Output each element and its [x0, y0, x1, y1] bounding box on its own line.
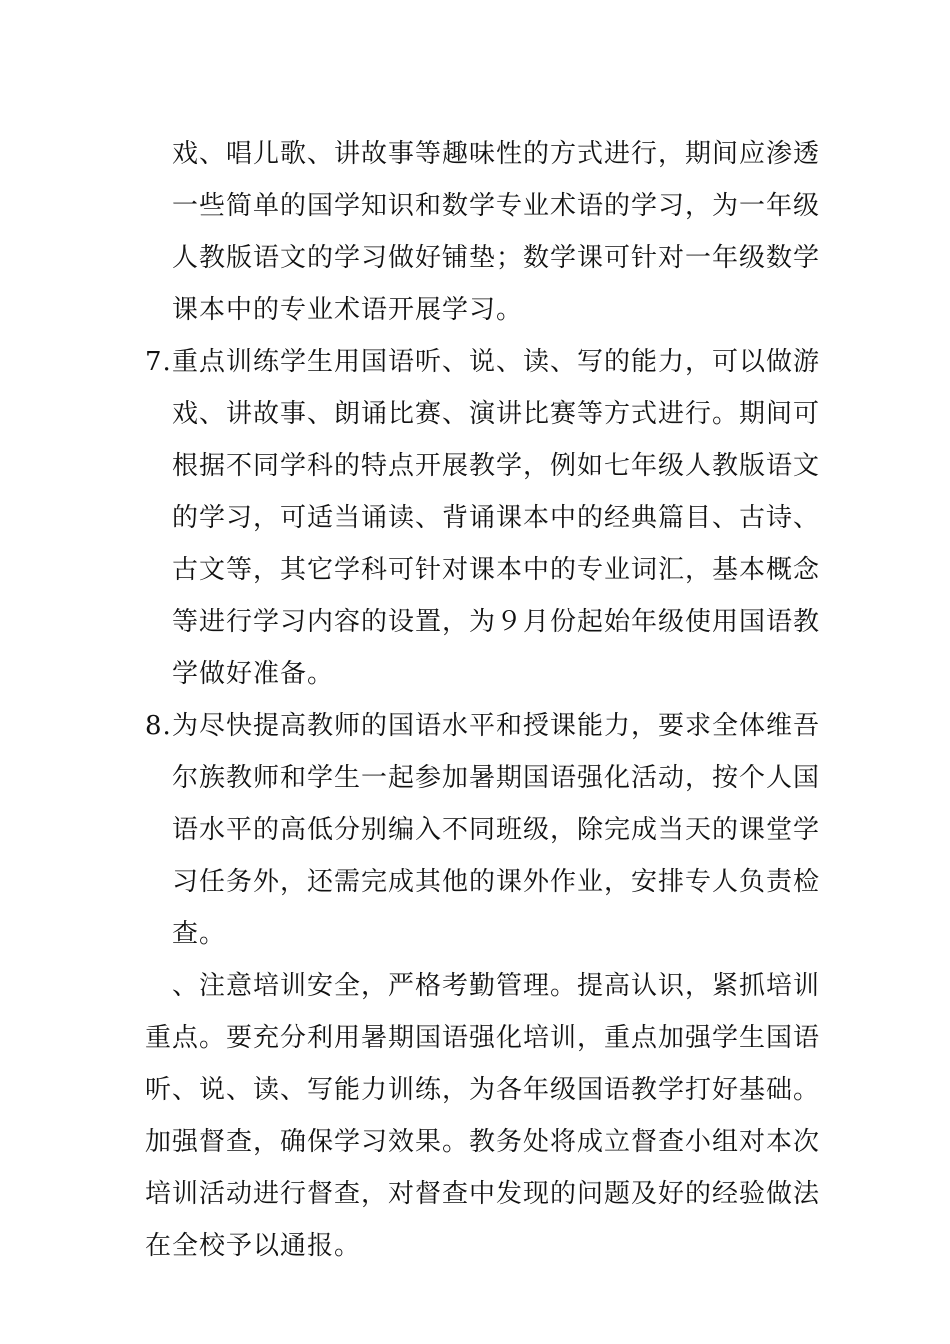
item7-line-1: 重点训练学生用国语听、说、读、写的能力，可以做游 [172, 347, 821, 377]
item6-line-1: 戏、唱儿歌、讲故事等趣味性的方式进行，期间应渗透 [172, 139, 821, 169]
closing-line-5: 培训活动进行督查，对督查中发现的问题及好的经验做法 [145, 1179, 821, 1209]
closing-line-3: 听、说、读、写能力训练，为各年级国语教学打好基础。 [145, 1075, 821, 1105]
item6-line-4: 课本中的专业术语开展学习。 [172, 295, 524, 325]
item6-line-2: 一些简单的国学知识和数学专业术语的学习，为一年级 [172, 191, 821, 221]
item8-line-4: 习任务外，还需完成其他的课外作业，安排专人负责检 [172, 867, 821, 897]
closing-line-6: 在全校予以通报。 [145, 1231, 362, 1261]
item6-line-3: 人教版语文的学习做好铺垫；数学课可针对一年级数学 [172, 243, 821, 273]
item8-line-2: 尔族教师和学生一起参加暑期国语强化活动，按个人国 [172, 763, 821, 793]
item8-line-3: 语水平的高低分别编入不同班级，除完成当天的课堂学 [172, 815, 821, 845]
item7-line-4: 的学习，可适当诵读、背诵课本中的经典篇目、古诗、 [172, 503, 821, 533]
item7-line-3: 根据不同学科的特点开展教学，例如七年级人教版语文 [172, 451, 821, 481]
item7-line-5: 古文等，其它学科可针对课本中的专业词汇，基本概念 [172, 555, 821, 585]
item7-line-7: 学做好准备。 [172, 659, 335, 689]
item8-line-1: 为尽快提高教师的国语水平和授课能力，要求全体维吾 [172, 711, 821, 741]
closing-line-2: 重点。要充分利用暑期国语强化培训，重点加强学生国语 [145, 1023, 821, 1053]
item8-number: 8. [145, 711, 172, 741]
item8-line-5: 查。 [172, 919, 227, 949]
item7-line-6: 等进行学习内容的设置，为９月份起始年级使用国语教 [172, 607, 821, 637]
closing-line-1: 、注意培训安全，严格考勤管理。提高认识，紧抓培训 [172, 971, 821, 1001]
item7-line-2: 戏、讲故事、朗诵比赛、演讲比赛等方式进行。期间可 [172, 399, 821, 429]
item7-number: 7. [145, 347, 172, 377]
closing-line-4: 加强督查，确保学习效果。教务处将成立督查小组对本次 [145, 1127, 821, 1157]
